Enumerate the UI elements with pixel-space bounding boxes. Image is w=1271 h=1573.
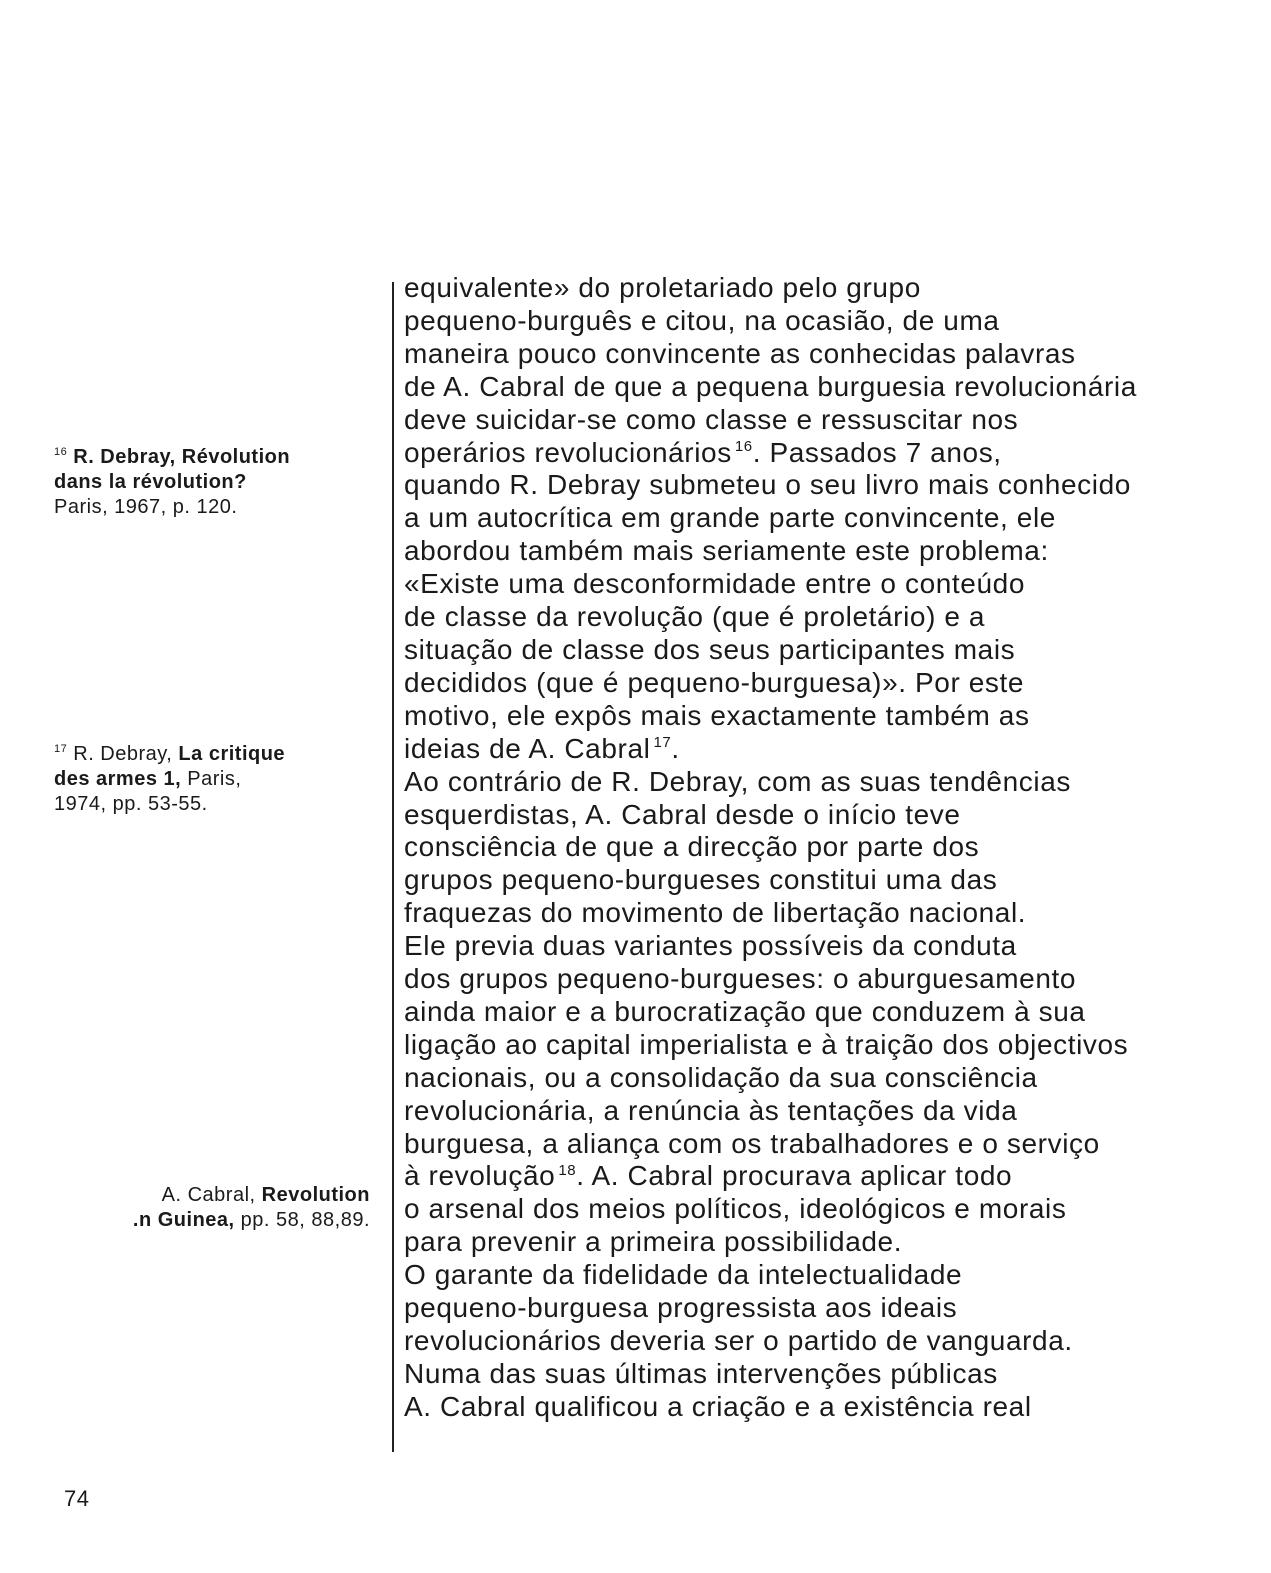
text-fragment: . [671,732,680,764]
footnote-17-line-2 [54,767,285,792]
text-line: esquerdistas, A. Cabral desde o início teve [404,798,961,830]
text-line: pequeno-burguês e citou, na ocasião, de uma [404,304,1000,336]
footnote-17-place: Paris, [187,768,242,790]
text-line: de A. Cabral de que a pequena burguesia revolucionária [404,370,1137,402]
text-line: ainda maior e a burocratização que conduzem à sua [404,995,1086,1027]
footnote-16-line-2 [54,470,290,495]
footnote-16-publication: Paris, 1967, p. 120. [54,496,238,518]
text-line: decididos (que é pequeno-burguesa)». Por este [404,666,1025,698]
text-line: revolucionária, a renúncia às tentações da vida [404,1094,1018,1126]
text-line: de classe da revolução (que é proletário) e a [404,601,986,633]
footnote-18 [62,1183,370,1233]
text-line: abordou também mais seriamente este problema: [404,535,1049,567]
footnote-17-title-cont: des armes 1, [54,768,182,790]
text-line: Ele previa duas variantes possíveis da conduta [404,930,1017,962]
footnote-ref-16: 16 [734,438,753,456]
footnote-18-pages: pp. 58, 88,89. [240,1209,370,1231]
footnote-16 [54,445,290,520]
footnote-18-line-1 [62,1183,370,1208]
footnote-18-title-cont: .n Guinea, [132,1209,235,1231]
footnote-17-pages: 1974, pp. 53-55. [54,793,208,815]
text-line: quando R. Debray submeteu o seu livro mais conhecido [404,469,1131,501]
text-fragment: à revolução [404,1160,556,1192]
footnote-17 [54,742,285,817]
footnote-16-title-cont: dans la révolution? [54,471,247,493]
footnote-17-line-3 [54,792,285,817]
text-line: «Existe uma desconformidade entre o conteúdo [404,568,1025,600]
text-fragment: ideias de A. Cabral [404,732,651,764]
body-text [404,272,1244,1424]
text-line: consciência de que a direcção por parte dos [404,831,980,863]
footnote-16-marker: 16 [54,446,68,459]
text-line: ligação ao capital imperialista e à traição dos objectivos [404,1028,1129,1060]
text-line: grupos pequeno-burgueses constitui uma das [404,864,998,896]
page-number: 74 [64,1486,90,1511]
footnote-ref-18: 18 [558,1162,577,1180]
text-line: dos grupos pequeno-burgueses: o aburguesamento [404,963,1077,995]
text-fragment: operários revolucionários [404,436,732,468]
text-line: equivalente» do proletariado pelo grupo [404,272,921,303]
text-fragment: . A. Cabral procurava aplicar todo [576,1160,1013,1192]
footnote-ref-17: 17 [653,734,672,752]
text-line: fraquezas do movimento de libertação nacional. [404,897,1027,929]
footnote-17-author: R. Debray, [73,743,173,765]
text-line: Numa das suas últimas intervenções públicas [404,1357,998,1389]
text-line [404,733,1244,766]
text-line: para prevenir a primeira possibilidade. [404,1226,903,1258]
footnote-16-line-1 [54,445,290,470]
text-line: burguesa, a aliança com os trabalhadores e o serviço [404,1127,1100,1159]
text-line: maneira pouco convincente as conhecidas palavras [404,337,1076,369]
text-line: a um autocrítica em grande parte convincente, ele [404,502,1056,534]
text-line: O garante da fidelidade da intelectualidade [404,1259,963,1291]
footnote-18-author: A. Cabral, [161,1184,256,1206]
footnote-16-author-title: R. Debray, Révolution [73,446,291,468]
text-line [404,437,1244,470]
text-line: pequeno-burguesa progressista aos ideais [404,1292,958,1324]
text-line: revolucionários deveria ser o partido de vanguarda. [404,1325,1073,1356]
footnote-18-line-2 [62,1208,370,1233]
margin-rule [392,282,394,1452]
footnote-17-title: La critique [178,743,286,765]
text-line: Ao contrário de R. Debray, com as suas tendências [404,765,1071,797]
text-line [404,1160,1244,1193]
text-line: o arsenal dos meios políticos, ideológicos e morais [404,1193,1067,1225]
footnote-18-title: Revolution [261,1184,370,1206]
footnote-17-line-1 [54,742,285,767]
footnote-17-marker: 17 [54,743,68,756]
text-line: situação de classe dos seus participantes mais [404,633,1016,665]
text-line: motivo, ele expôs mais exactamente também as [404,699,1030,731]
text-line: deve suicidar-se como classe e ressuscitar nos [404,403,1019,435]
text-line: A. Cabral qualificou a criação e a existência real [404,1390,1032,1422]
text-fragment: . Passados 7 anos, [752,436,1002,468]
text-line: nacionais, ou a consolidação da sua consciência [404,1061,1038,1093]
footnote-16-line-3 [54,495,290,520]
